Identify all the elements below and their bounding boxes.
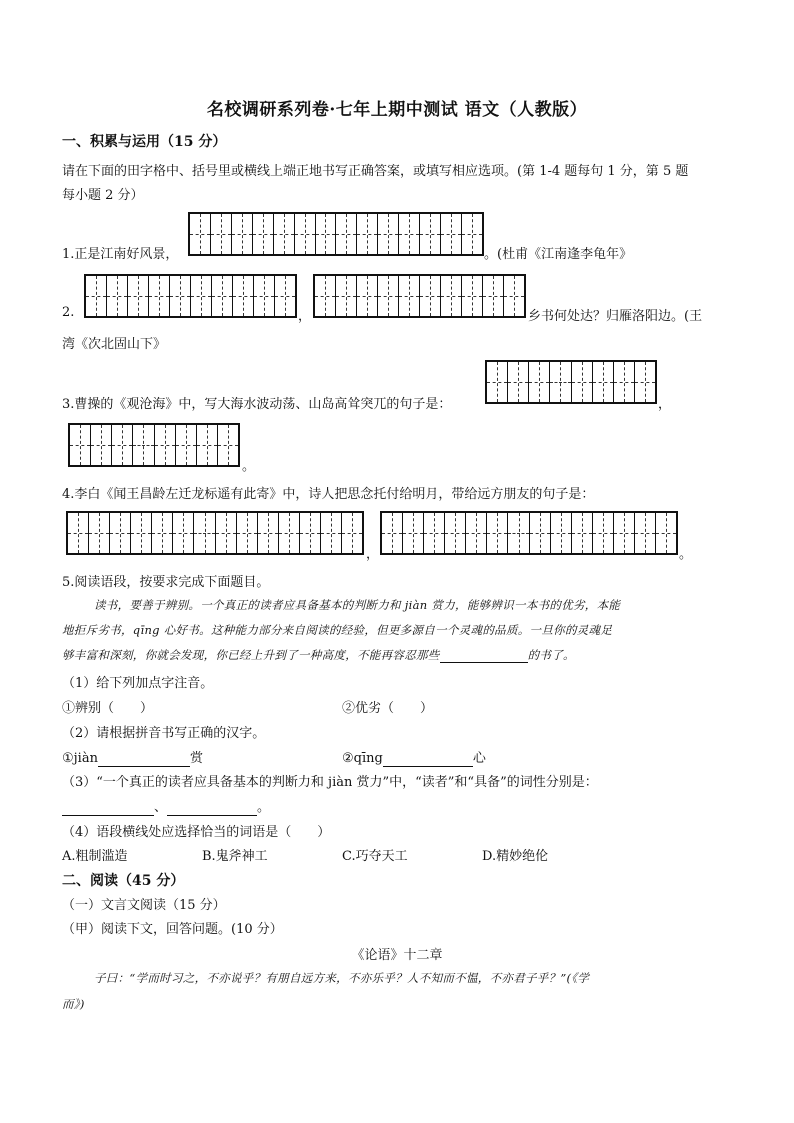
q2-source: 湾《次北固山下》 <box>62 337 167 352</box>
option-b[interactable]: B.鬼斧神工 <box>202 849 268 864</box>
part-1a-heading: （甲）阅读下文，回答问题。(10 分） <box>62 922 283 937</box>
sub3-blank-1[interactable] <box>62 800 154 816</box>
sub2-b-blank[interactable] <box>383 751 473 767</box>
sub2-a-blank[interactable] <box>98 751 190 767</box>
q1-suffix: 。(杜甫《江南逢李龟年》 <box>484 247 633 262</box>
passage-line-3-text: 够丰富和深刻，你就会发现，你已经上升到了一种高度，不能再容忍那些 <box>62 648 440 662</box>
sub2-item-b <box>342 747 486 767</box>
option-c[interactable]: C.巧夺天工 <box>342 849 408 864</box>
passage-blank[interactable] <box>440 648 528 663</box>
sub1-item-b[interactable]: ②优劣（ ） <box>342 701 434 716</box>
sub-question-3: （3）“一个真正的读者应具备基本的判断力和 jiàn 赏力”中，“读者”和“具备”的词性分别是： <box>62 775 598 790</box>
sub2-item-a <box>62 747 203 767</box>
quote-line-2: 而》) <box>62 997 85 1011</box>
section-2-heading: 二、阅读（45 分） <box>62 873 185 889</box>
quote-line-1: 子曰：“学而时习之，不亦说乎？有朋自远方来，不亦乐乎？人不知而不愠，不亦君子乎？”(《学 <box>94 971 590 985</box>
sub3-answer-line <box>62 796 270 816</box>
q4-comma: ， <box>366 547 380 562</box>
section-1-heading: 一、积累与运用（15 分） <box>62 134 227 150</box>
q2-suffix: 乡书何处达？归雁洛阳边。(王 <box>528 309 703 324</box>
q5-text: 5.阅读语段，按要求完成下面题目。 <box>62 575 270 590</box>
sub2-a-char: 赏 <box>189 751 203 766</box>
option-a[interactable]: A.粗制滥造 <box>62 849 128 864</box>
sub2-b-pinyin: ②qīng <box>342 751 383 766</box>
q4-end: 。 <box>679 547 693 562</box>
instructions-line-1: 请在下面的田字格中、括号里或横线上端正地书写正确答案，或填写相应选项。(第 1-4 题每句 1 分，第 5 题 <box>62 164 689 179</box>
q4-text: 4.李白《闻王昌龄左迁龙标遥有此寄》中，诗人把思念托付给明月，带给远方朋友的句子是： <box>62 487 595 502</box>
passage-line-3-end: 的书了。 <box>527 648 575 662</box>
passage-line-2: 地拒斥劣书，qīng 心好书。这种能力部分来自阅读的经验，但更多源自一个灵魂的品质。一旦你的灵魂足 <box>62 623 613 637</box>
sub2-b-char: 心 <box>472 751 486 766</box>
article-title: 《论语》十二章 <box>351 948 443 963</box>
q1-prefix: 1.正是江南好风景， <box>62 247 179 262</box>
q3-comma: ， <box>658 397 672 412</box>
q3-writing-grid-2[interactable] <box>68 423 240 467</box>
q2-writing-grid-2[interactable] <box>313 274 526 318</box>
sub2-a-pinyin: ①jiàn <box>62 751 98 766</box>
sub1-item-a[interactable]: ①辨别（ ） <box>62 701 154 716</box>
passage-line-3 <box>62 647 575 663</box>
page-title: 名校调研系列卷·七年上期中测试 语文（人教版） <box>206 100 588 120</box>
sub-question-1: （1）给下列加点字注音。 <box>62 676 214 691</box>
sub3-separator: 、 <box>154 800 168 815</box>
sub3-blank-2[interactable] <box>167 800 257 816</box>
q3-text: 3.曹操的《观沧海》中，写大海水波动荡、山岛高耸突兀的句子是： <box>62 397 452 412</box>
q2-writing-grid-1[interactable] <box>84 274 297 318</box>
q4-writing-grid-2[interactable] <box>380 511 678 555</box>
part-1-heading: （一）文言文阅读（15 分） <box>62 898 226 913</box>
option-d[interactable]: D.精妙绝伦 <box>482 849 549 864</box>
passage-line-1: 读书，要善于辨别。一个真正的读者应具备基本的判断力和 jiàn 赏力，能够辨识一本书的优劣，本能 <box>94 598 621 612</box>
q3-end: 。 <box>242 459 256 474</box>
q2-prefix: 2. <box>62 305 75 320</box>
q3-writing-grid-1[interactable] <box>485 360 657 404</box>
sub-question-4: （4）语段横线处应选择恰当的词语是（ ） <box>62 825 331 840</box>
q1-writing-grid[interactable] <box>188 212 484 256</box>
instructions-line-2: 每小题 2 分） <box>62 188 144 203</box>
q4-writing-grid-1[interactable] <box>66 511 364 555</box>
sub-question-2: （2）请根据拼音书写正确的汉字。 <box>62 726 266 741</box>
sub3-end: 。 <box>257 800 271 815</box>
q2-comma: ， <box>298 309 312 324</box>
